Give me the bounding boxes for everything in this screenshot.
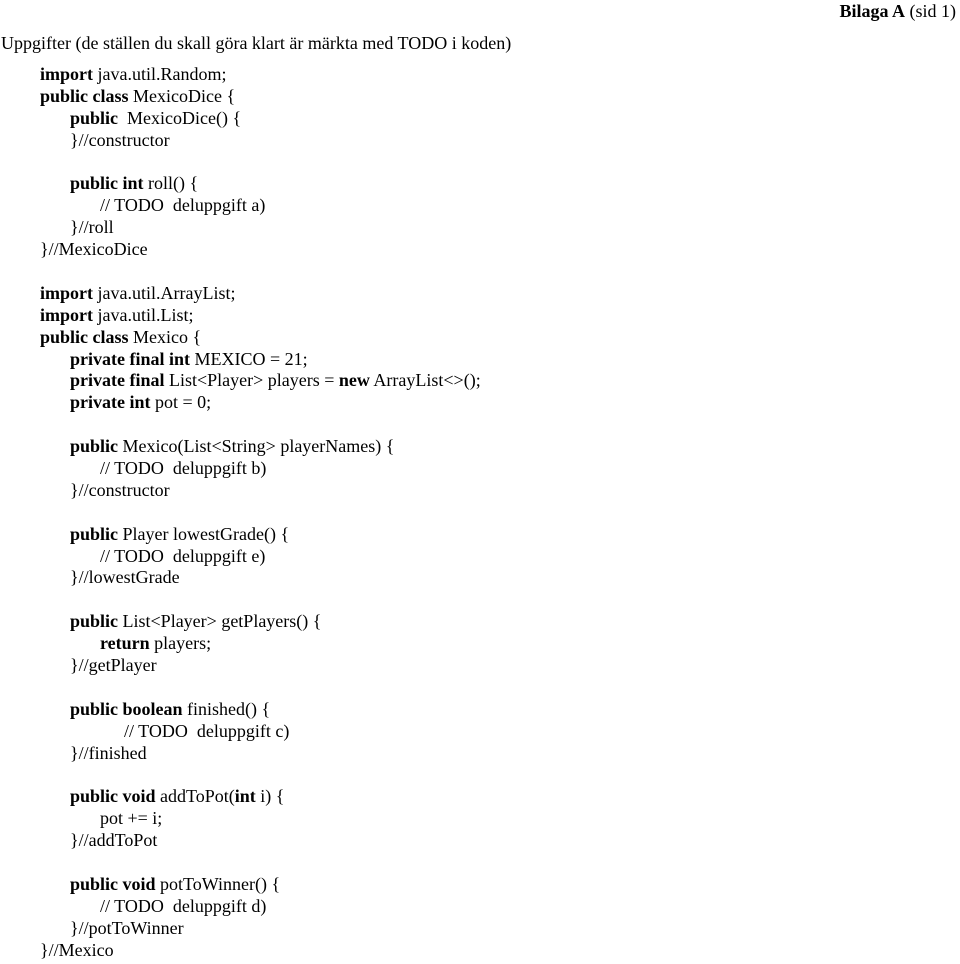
code-line [0,414,940,436]
code-text: finished() { [182,698,271,719]
code-line [0,217,940,239]
code-keyword: public class [40,85,129,106]
code-keyword: return [100,633,150,654]
code-keyword: int [234,786,256,807]
code-text: Player lowestGrade() { [118,523,290,544]
code-line [0,940,940,962]
code-line [0,765,940,787]
code-keyword: private int [70,392,151,413]
code-keyword: public [70,611,119,632]
code-text: }//MexicoDice [40,239,148,260]
code-text: Mexico(List<String> playerNames) { [118,436,395,457]
code-text: i) { [255,786,285,807]
code-keyword: private final int [70,348,190,369]
code-text: }//addToPot [70,830,158,851]
page-number: (sid 1) [905,1,956,21]
code-text: MexicoDice { [128,85,236,106]
code-text: pot += i; [100,808,163,829]
code-text: // TODO deluppgift c) [124,720,290,741]
code-text: java.util.Random; [93,64,227,84]
code-text: }//getPlayer [70,655,157,676]
code-line [0,480,940,502]
code-text: }//constructor [70,479,170,500]
code-text: ArrayList<>(); [369,370,481,391]
code-line [0,808,940,830]
code-keyword: import [40,304,93,325]
code-line [0,327,940,349]
code-text: }//finished [70,742,147,763]
code-keyword: public void [70,873,156,894]
code-line [0,305,940,327]
appendix-label: Bilaga A [839,1,905,21]
code-line [0,283,940,305]
code-keyword: public [70,436,119,457]
code-text: MEXICO = 21; [190,348,308,369]
code-text: // TODO deluppgift d) [100,895,267,916]
code-keyword: public [70,523,119,544]
code-text: }//Mexico [40,939,114,960]
code-line [0,349,940,371]
code-text: Mexico { [128,326,202,347]
code-line [0,152,940,174]
code-listing [0,64,940,962]
code-text: }//lowestGrade [70,567,180,588]
code-keyword: public [70,107,119,128]
code-text: List<Player> getPlayers() { [118,611,322,632]
code-text: addToPot( [155,786,235,807]
code-keyword: public boolean [70,698,183,719]
code-line [0,130,940,152]
page-header [839,0,956,22]
code-line [0,370,940,392]
code-text: java.util.List; [93,304,194,325]
code-text: // TODO deluppgift e) [100,545,266,566]
code-line [0,786,940,808]
code-keyword: new [338,370,370,391]
code-line [0,655,940,677]
code-text: roll() { [143,173,199,194]
code-line [0,261,940,283]
code-text: potToWinner() { [155,873,281,894]
code-line [0,392,940,414]
code-line [0,173,940,195]
code-keyword: private final [70,370,165,391]
code-line [0,633,940,655]
code-line [0,502,940,524]
code-text: // TODO deluppgift a) [100,195,266,216]
code-text: List<Player> players = [164,370,339,391]
code-text: java.util.ArrayList; [93,282,236,303]
code-line [0,86,940,108]
code-line [0,852,940,874]
code-keyword: public void [70,786,156,807]
code-line [0,830,940,852]
code-text: players; [149,633,212,654]
code-line [0,743,940,765]
code-line [0,195,940,217]
code-text: }//potToWinner [70,917,184,938]
code-keyword: import [40,64,93,84]
code-line [0,108,940,130]
code-line [0,896,940,918]
code-text: MexicoDice() { [118,107,242,128]
code-line [0,721,940,743]
code-line [0,677,940,699]
intro-text: Uppgifter (de ställen du skall göra klart är märkta med TODO i koden) [1,33,512,53]
code-keyword: public int [70,173,144,194]
code-line [0,589,940,611]
code-line [0,239,940,261]
code-line [0,918,940,940]
code-line [0,64,940,86]
code-text: // TODO deluppgift b) [100,458,267,479]
code-text: }//constructor [70,129,170,150]
code-keyword: public class [40,326,129,347]
code-line [0,436,940,458]
code-line [0,567,940,589]
code-line [0,524,940,546]
code-line [0,874,940,896]
code-line [0,611,940,633]
code-line [0,458,940,480]
code-line [0,699,940,721]
code-text: pot = 0; [150,392,212,413]
code-text: }//roll [70,217,114,238]
code-line [0,546,940,568]
code-keyword: import [40,282,93,303]
